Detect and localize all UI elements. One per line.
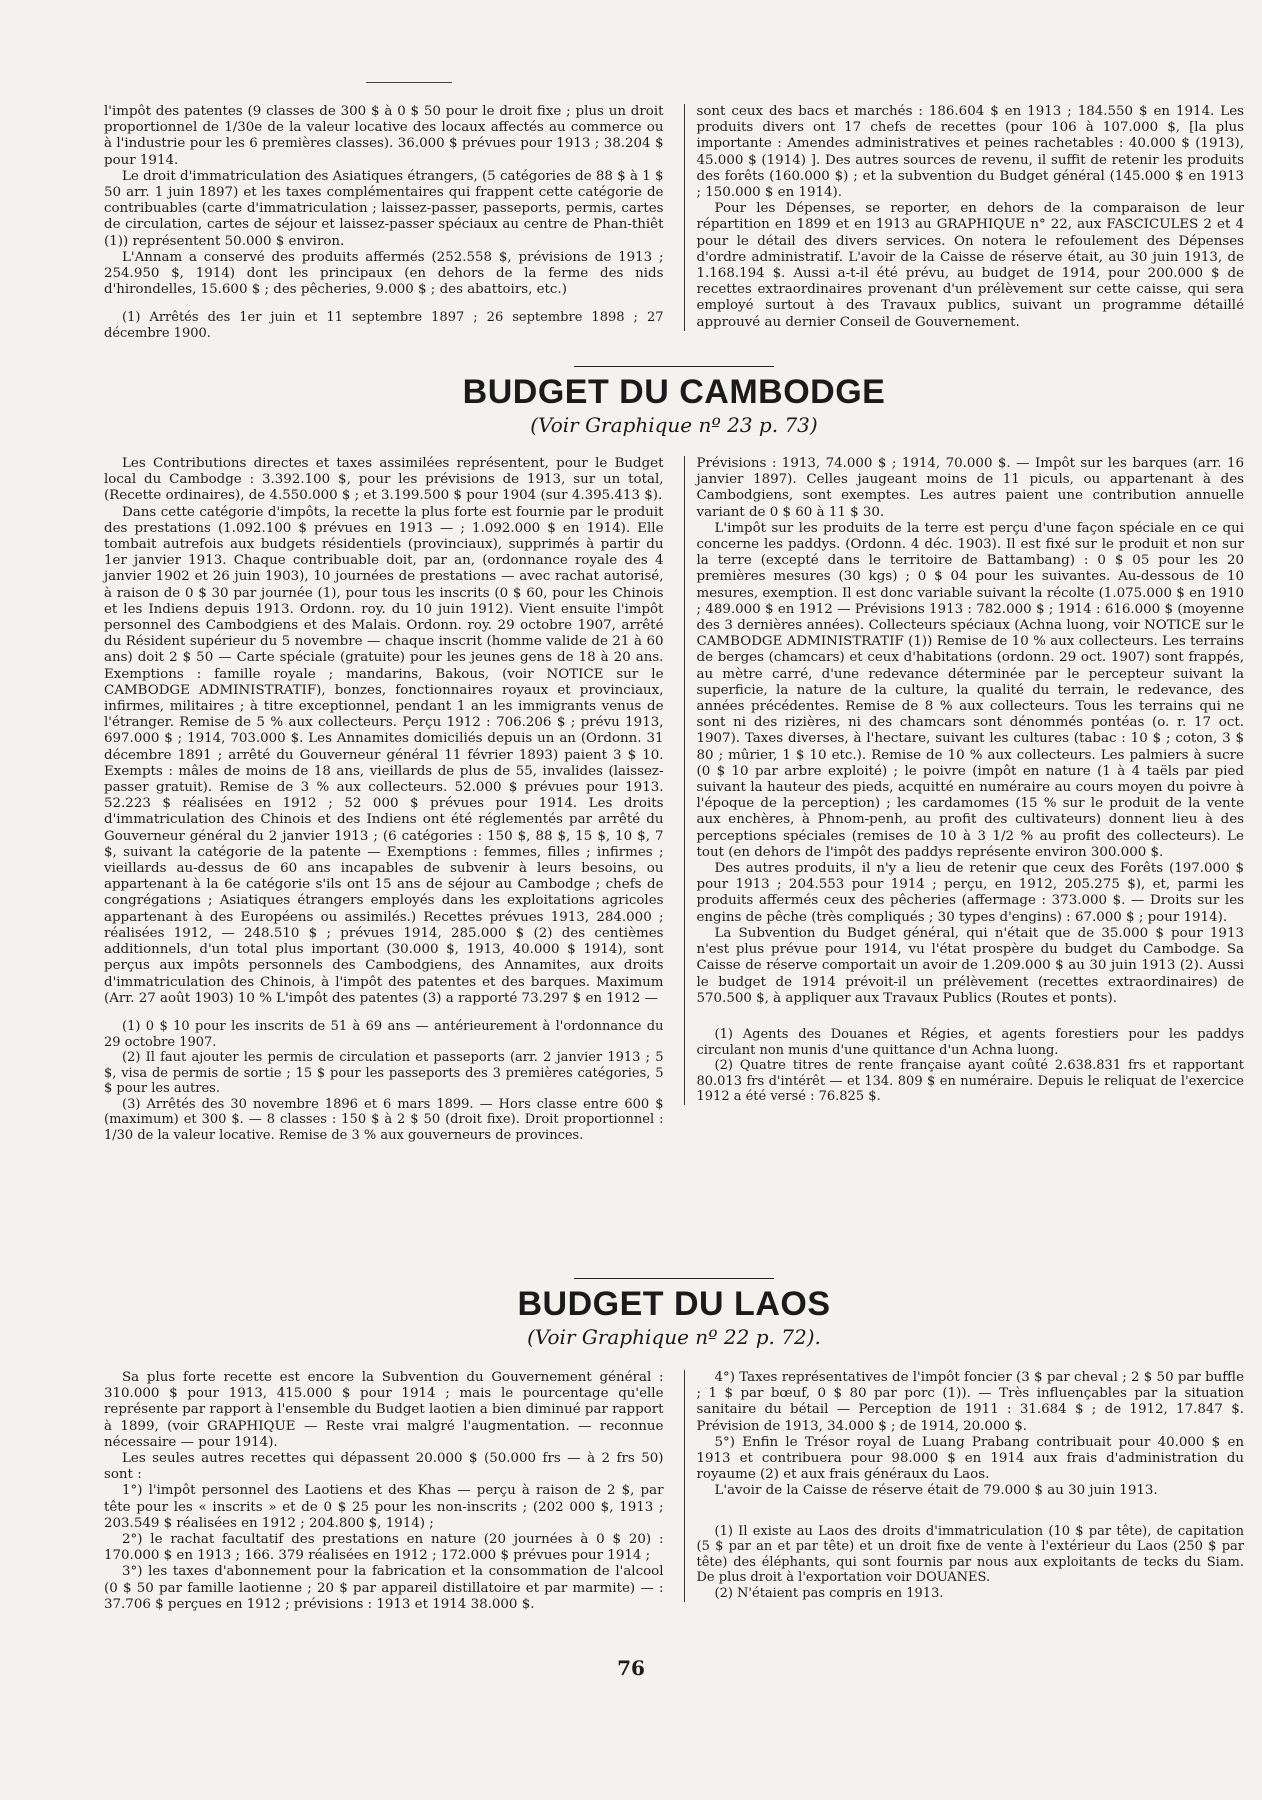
annam-section [104,104,1244,342]
paragraph: L'avoir de la Caisse de réserve était de 79.000 $ au 30 juin 1913. [714,1483,1158,1499]
annam-left-column [104,104,664,342]
footnote: (2) Quatre titres de rente française ayant coûté 2.638.831 frs et rapportant 80.013 frs d'intérêt — et 134. 809 $ en numéraire. Depuis le reliquat de l'exercice 1912 a été versé : 76.825 $. [696,1058,1244,1105]
footnotes [697,1524,1245,1602]
paragraph: L'impôt sur les produits de la terre est perçu d'une façon spéciale en ce qui concerne les paddys. (Ordonn. 4 déc. 1903). Il est fixé sur le produit et non sur la terre (excepté dans le territoire de Battambang) : 0 $ 05 pour les 20 premières mesures (30 kgs) ; 0 $ 04 pour les suivantes. Au-dessous de 10 mesures, exemption. Il est donc variable suivant la récolte (1.075.000 $ en 1910 ; 489.000 $ en 1912 — Prévisions 1913 : 782.000 $ ; 1914 : 616.000 $ (moyenne des 3 dernières années). Collecteurs spéciaux (Achna luong, voir NOTICE sur le CAMBODGE ADMINISTRATIF (1)) Remise de 10 % aux collecteurs. Les terrains de berges (chamcars) et ceux d'habitations (ordonn. 29 oct. 1907) sont frappés, au mètre carré, d'une redevance déterminée par le percepteur suivant la superficie, la nature de la culture, la qualité du terrain, le redevance, des années précédentes. Remise de 8 % aux collecteurs. Tous les terrains qui ne sont ni des rizières, ni des chamcars sont dénommés pontéas (o. r. 17 oct. 1907). Taxes diverses, à l'hectare, suivant les cultures (tabac : 10 $ ; coton, 3 $ 80 ; mûrier, 1 $ 10 etc.). Remise de 10 % aux collecteurs. Les palmiers à sucre (0 $ 10 par arbre exploité) ; le poivre (impôt en nature (1 à 4 taëls par pied suivant la hauteur des pieds, acquitté en numéraire au cours moyen du poivre à l'époque de la perception) ; les cardamomes (15 % sur le produit de la vente aux enchères, à Phnom-penh, au profit des cultivateurs) donnent lieu à des perceptions spéciales (remises de 10 à 3 1/2 % au profit des collecteurs). Le tout (en dehors de l'impôt des paddys représente environ 300.000 $. [696,520,1244,860]
paragraph: Pour les Dépenses, se reporter, en dehors de la comparaison de leur répartition en 1899 et en 1913 au GRAPHIQUE n° 22, aux FASCICULES 2 et 4 pour le détail des divers services. On notera le refoulement des Dépenses d'ordre administratif. L'avoir de la Caisse de réserve était, au 30 juin 1913, de 1.168.194 $. Aussi a-t-il été prévu, au budget de 1914, pour 200.000 $ de recettes extraordinaires provenant d'un prélèvement sur cette caisse, qui sera employé surtout à des Travaux publics, suivant un programme détaillé approuvé au dernier Conseil de Gouvernement. [696,201,1244,330]
paragraph: Dans cette catégorie d'impôts, la recette la plus forte est fournie par le produit des prestations (1.092.100 $ prévues en 1913 — ; 1.092.000 $ en 1914). Elle tombait autrefois aux budgets résidentiels (provinciaux), supprimés à partir du 1er janvier 1913. Chaque contribuable doit, par an, (ordonnance royale des 4 janvier 1902 et 26 juin 1903), 10 journées de prestations — avec rachat autorisé, à raison de 0 $ 30 par journée (1), pour tous les inscrits (0 $ 60, pour les Chinois et les Indiens depuis 1913. Ordonn. roy. du 10 juin 1912). Vient ensuite l'impôt personnel des Cambodgiens et des Malais. Ordonn. roy. 29 octobre 1907, arrêté du Résident supérieur du 5 novembre — chaque inscrit (homme valide de 21 à 60 ans) doit 2 $ 50 — Carte spéciale (gratuite) pour les jeunes gens de 18 à 20 ans. Exemptions : famille royale ; mandarins, Bakous, (voir NOTICE sur le CAMBODGE ADMINISTRATIF), bonzes, fonctionnaires royaux et provinciaux, infirmes, militaires ; à titre exceptionnel, pendant 1 an les immigrants venus de l'étranger. Remise de 5 % aux collecteurs. Perçu 1912 : 706.206 $ ; prévu 1913, 697.000 $ ; 1914, 703.000 $. Les Annamites domiciliés depuis un an (Ordonn. 31 décembre 1891 ; arrêté du Gouverneur général 11 février 1893) paient 3 $ 10. Exempts : mâles de moins de 18 ans, vieillards de plus de 55, invalides (laissez-passer gratuit). Remise de 3 % aux collecteurs. 52.000 $ prévues pour 1913. 52.223 $ réalisées en 1912 ; 52 000 $ prévues pour 1914. Les droits d'immatriculation des Chinois et des Indiens ont été réglementés par arrêté du Gouverneur général du 2 janvier 1913 ; (6 catégories : 150 $, 88 $, 15 $, 10 $, 7 $, suivant la catégorie de la patente — Exemptions : femmes, filles ; infirmes ; vieillards au-dessus de 60 ans incapables de subvenir à leurs besoins, ou appartenant à la 6e catégorie s'ils ont 15 ans de séjour au Cambodge ; chefs de congrégations ; Asiatiques étrangers employés dans les exploitations agricoles appartenant à des Européens ou assimilés.) Recettes prévues 1913, 284.000 ; réalisées 1912, — 248.510 $ ; prévues 1914, 285.000 $ (2) des centièmes additionnels, d'un total plus important (30.000 $, 1913, 40.000 $ 1914), sont perçus aux impôts personnels des Cambodgiens, des Annamites, aux droits d'immatriculation des Chinois, à l'impôt des patentes et des barques. Maximum (Arr. 27 août 1903) 10 % L'impôt des patentes (3) a rapporté 73.297 $ en 1912 — [104,504,664,1006]
footnotes [697,1027,1245,1105]
cambodge-section [104,456,1244,1144]
footnote: (1) Agents des Douanes et Régies, et agents forestiers pour les paddys circulant non munis d'une quittance d'un Achna luong. [696,1026,1244,1058]
cambodge-left-column [104,456,664,1144]
paragraph: 4°) Taxes représentatives de l'impôt foncier (3 $ par cheval ; 2 $ 50 par buffle ; 1 $ par bœuf, 0 $ 80 par porc (1)). — Très influençables par la situation sanitaire du bétail — Perception de 1911 : 31.684 $ ; de 1912, 17.847 $. Prévision de 1913, 34.000 $ ; de 1914, 20.000 $. [696,1370,1244,1434]
cambodge-heading [104,366,1244,437]
paragraph: Sa plus forte recette est encore la Subvention du Gouvernement général : 310.000 $ pour 1913, 415.000 $ pour 1914 ; mais le pourcentage qu'elle représente par rapport à l'ensemble du Budget laotien a bien diminué par rapport à 1899, (voir GRAPHIQUE — Reste vrai malgré l'augmentation. — reconnue nécessaire — pour 1914). [104,1370,664,1450]
paragraph: L'Annam a conservé des produits affermés (252.558 $, prévisions de 1913 ; 254.950 $, 1914) dont les principaux (en dehors de la ferme des nids d'hirondelles, 15.600 $ ; des pêcheries, 9.000 $ ; des abattoirs, etc.) [104,249,664,298]
paragraph: 3°) les taxes d'abonnement pour la fabrication et la consommation de l'alcool (0 $ 50 par famille laotienne ; 20 $ par appareil distillatoire et par marmite) — : 37.706 $ perçues en 1912 ; prévisions : 1913 et 1914 38.000 $. [104,1564,664,1612]
paragraph: La Subvention du Budget général, qui n'était que de 35.000 $ pour 1913 n'est plus prévue pour 1914, vu l'état prospère du budget du Cambodge. Sa Caisse de réserve comportait un avoir de 1.209.000 $ au 30 juin 1913 (2). Aussi le budget de 1914 prévoit-il un prélèvement (recettes extraordinaires) de 570.500 $, à appliquer aux Travaux Publics (Routes et ponts). [696,925,1244,1006]
heading-rule [574,366,774,367]
cambodge-right-column [684,456,1245,1105]
laos-left-column [104,1370,664,1613]
section-title: BUDGET DU LAOS [517,1285,831,1323]
page-number: 76 [617,1656,645,1680]
paragraph: Le droit d'immatriculation des Asiatiques étrangers, (5 catégories de 88 $ à 1 $ 50 arr. 1 juin 1897) et les taxes complémentaires qui frappent cette catégorie de contribuables (carte d'immatriculation ; laissez-passer, passeports, permis, cartes de circulation, cartes de séjour et laissez-passer spéciaux au centre de Phan-thiêt (1)) représentent 50.000 $ environ. [104,168,664,249]
paragraph: Des autres produits, il n'y a lieu de retenir que ceux des Forêts (197.000 $ pour 1913 ; 204.553 pour 1914 ; perçu, en 1912, 205.275 $), et, parmi les produits affermés ceux des pêcheries (affermage : 373.000 $. — Droits sur les engins de pêche (très compliqués ; 30 types d'engins) : 67.000 $ ; pour 1914). [696,861,1244,925]
paragraph: 1°) l'impôt personnel des Laotiens et des Khas — perçu à raison de 2 $, par tête pour les « inscrits » et de 0 $ 25 pour les non-inscrits ; (202 000 $, 1913 ; 203.549 $ réalisées en 1912 ; 204.800 $, 1914) ; [104,1483,664,1531]
footnotes [104,310,664,341]
laos-heading [104,1278,1244,1349]
paragraph: Prévisions : 1913, 74.000 $ ; 1914, 70.000 $. — Impôt sur les barques (arr. 16 janvier 1897). Celles jaugeant moins de 11 piculs, ou appartenant à des Cambodgiens, sont exemptes. Les autres paient une contribution annuelle variant de 0 $ 60 à 11 $ 30. [696,456,1244,520]
footnotes [104,1019,664,1144]
paragraph: 5°) Enfin le Trésor royal de Luang Prabang contribuait pour 40.000 $ en 1913 et contribuera pour 98.000 $ en 1914 aux frais d'administration du royaume (2) et aux frais généraux du Laos. [696,1434,1244,1483]
footnote: (1) 0 $ 10 pour les inscrits de 51 à 69 ans — antérieurement à l'ordonnance du 29 octobre 1907. [104,1018,664,1050]
footnote: (1) Il existe au Laos des droits d'immatriculation (10 $ par tête), de capitation (5 $ par an et par tête) et un droit fixe de vente à l'extérieur du Laos (250 $ par tête) des éléphants, qui sont fournis par nous aux exploitants de tecks du Siam. De plus droit à l'exportation voir DOUANES. [696,1523,1244,1586]
section-subtitle: (Voir Graphique nº 22 p. 72). [527,1325,821,1349]
paragraph: Les seules autres recettes qui dépassent 20.000 $ (50.000 frs — à 2 frs 50) sont : [104,1451,664,1483]
paragraph: l'impôt des patentes (9 classes de 300 $ à 0 $ 50 pour le droit fixe ; plus un droit proportionnel de 1/30e de la valeur locative des locaux affectés au commerce ou à l'industrie pour les 6 premières classes). 36.000 $ prévues pour 1913 ; 38.204 $ pour 1914. [104,104,664,168]
footnote: (2) Il faut ajouter les permis de circulation et passeports (arr. 2 janvier 1913 ; 5 $, visa de permis de sortie ; 15 $ pour les passeports des 3 premières catégories, 5 $ pour les autres. [104,1050,664,1097]
laos-section [104,1370,1244,1613]
heading-rule [574,1278,774,1279]
paragraph: 2°) le rachat facultatif des prestations en nature (20 journées à 0 $ 20) : 170.000 $ en 1913 ; 166. 379 réalisées en 1912 ; 172.000 $ prévues pour 1914 ; [104,1532,664,1564]
footnote: (3) Arrêtés des 30 novembre 1896 et 6 mars 1899. — Hors classe entre 600 $ (maximum) et 300 $. — 8 classes : 150 $ à 2 $ 50 (droit fixe). Droit proportionnel : 1/30 de la valeur locative. Remise de 3 % aux gouverneurs de provinces. [104,1096,664,1144]
section-subtitle: (Voir Graphique nº 23 p. 73) [530,413,818,437]
footnote: (1) Arrêtés des 1er juin et 11 septembre 1897 ; 26 septembre 1898 ; 27 décembre 1900. [104,310,664,342]
top-rule [366,82,452,83]
section-title: BUDGET DU CAMBODGE [462,373,886,411]
paragraph: Les Contributions directes et taxes assimilées représentent, pour le Budget local du Cambodge : 3.392.100 $, pour les prévisions de 1913, sur un total, (Recette ordinaires), de 4.550.000 $ ; et 3.199.500 $ pour 1904 (sur 4.395.413 $). [104,456,664,504]
footnote: (2) N'étaient pas compris en 1913. [714,1586,944,1601]
annam-right-column [684,104,1245,331]
paragraph: sont ceux des bacs et marchés : 186.604 $ en 1913 ; 184.550 $ en 1914. Les produits divers ont 17 chefs de recettes (pour 106 à 107.000 $, [la plus importante : Amendes administratives et peines rachetables : 40.000 $ (1913), 45.000 $ (1914) ]. Des autres sources de revenu, il suffit de retenir les produits des forêts (160.000 $) ; et la subvention du Budget général (145.000 $ en 1913 ; 150.000 $ en 1914). [696,104,1244,201]
laos-right-column [684,1370,1245,1602]
